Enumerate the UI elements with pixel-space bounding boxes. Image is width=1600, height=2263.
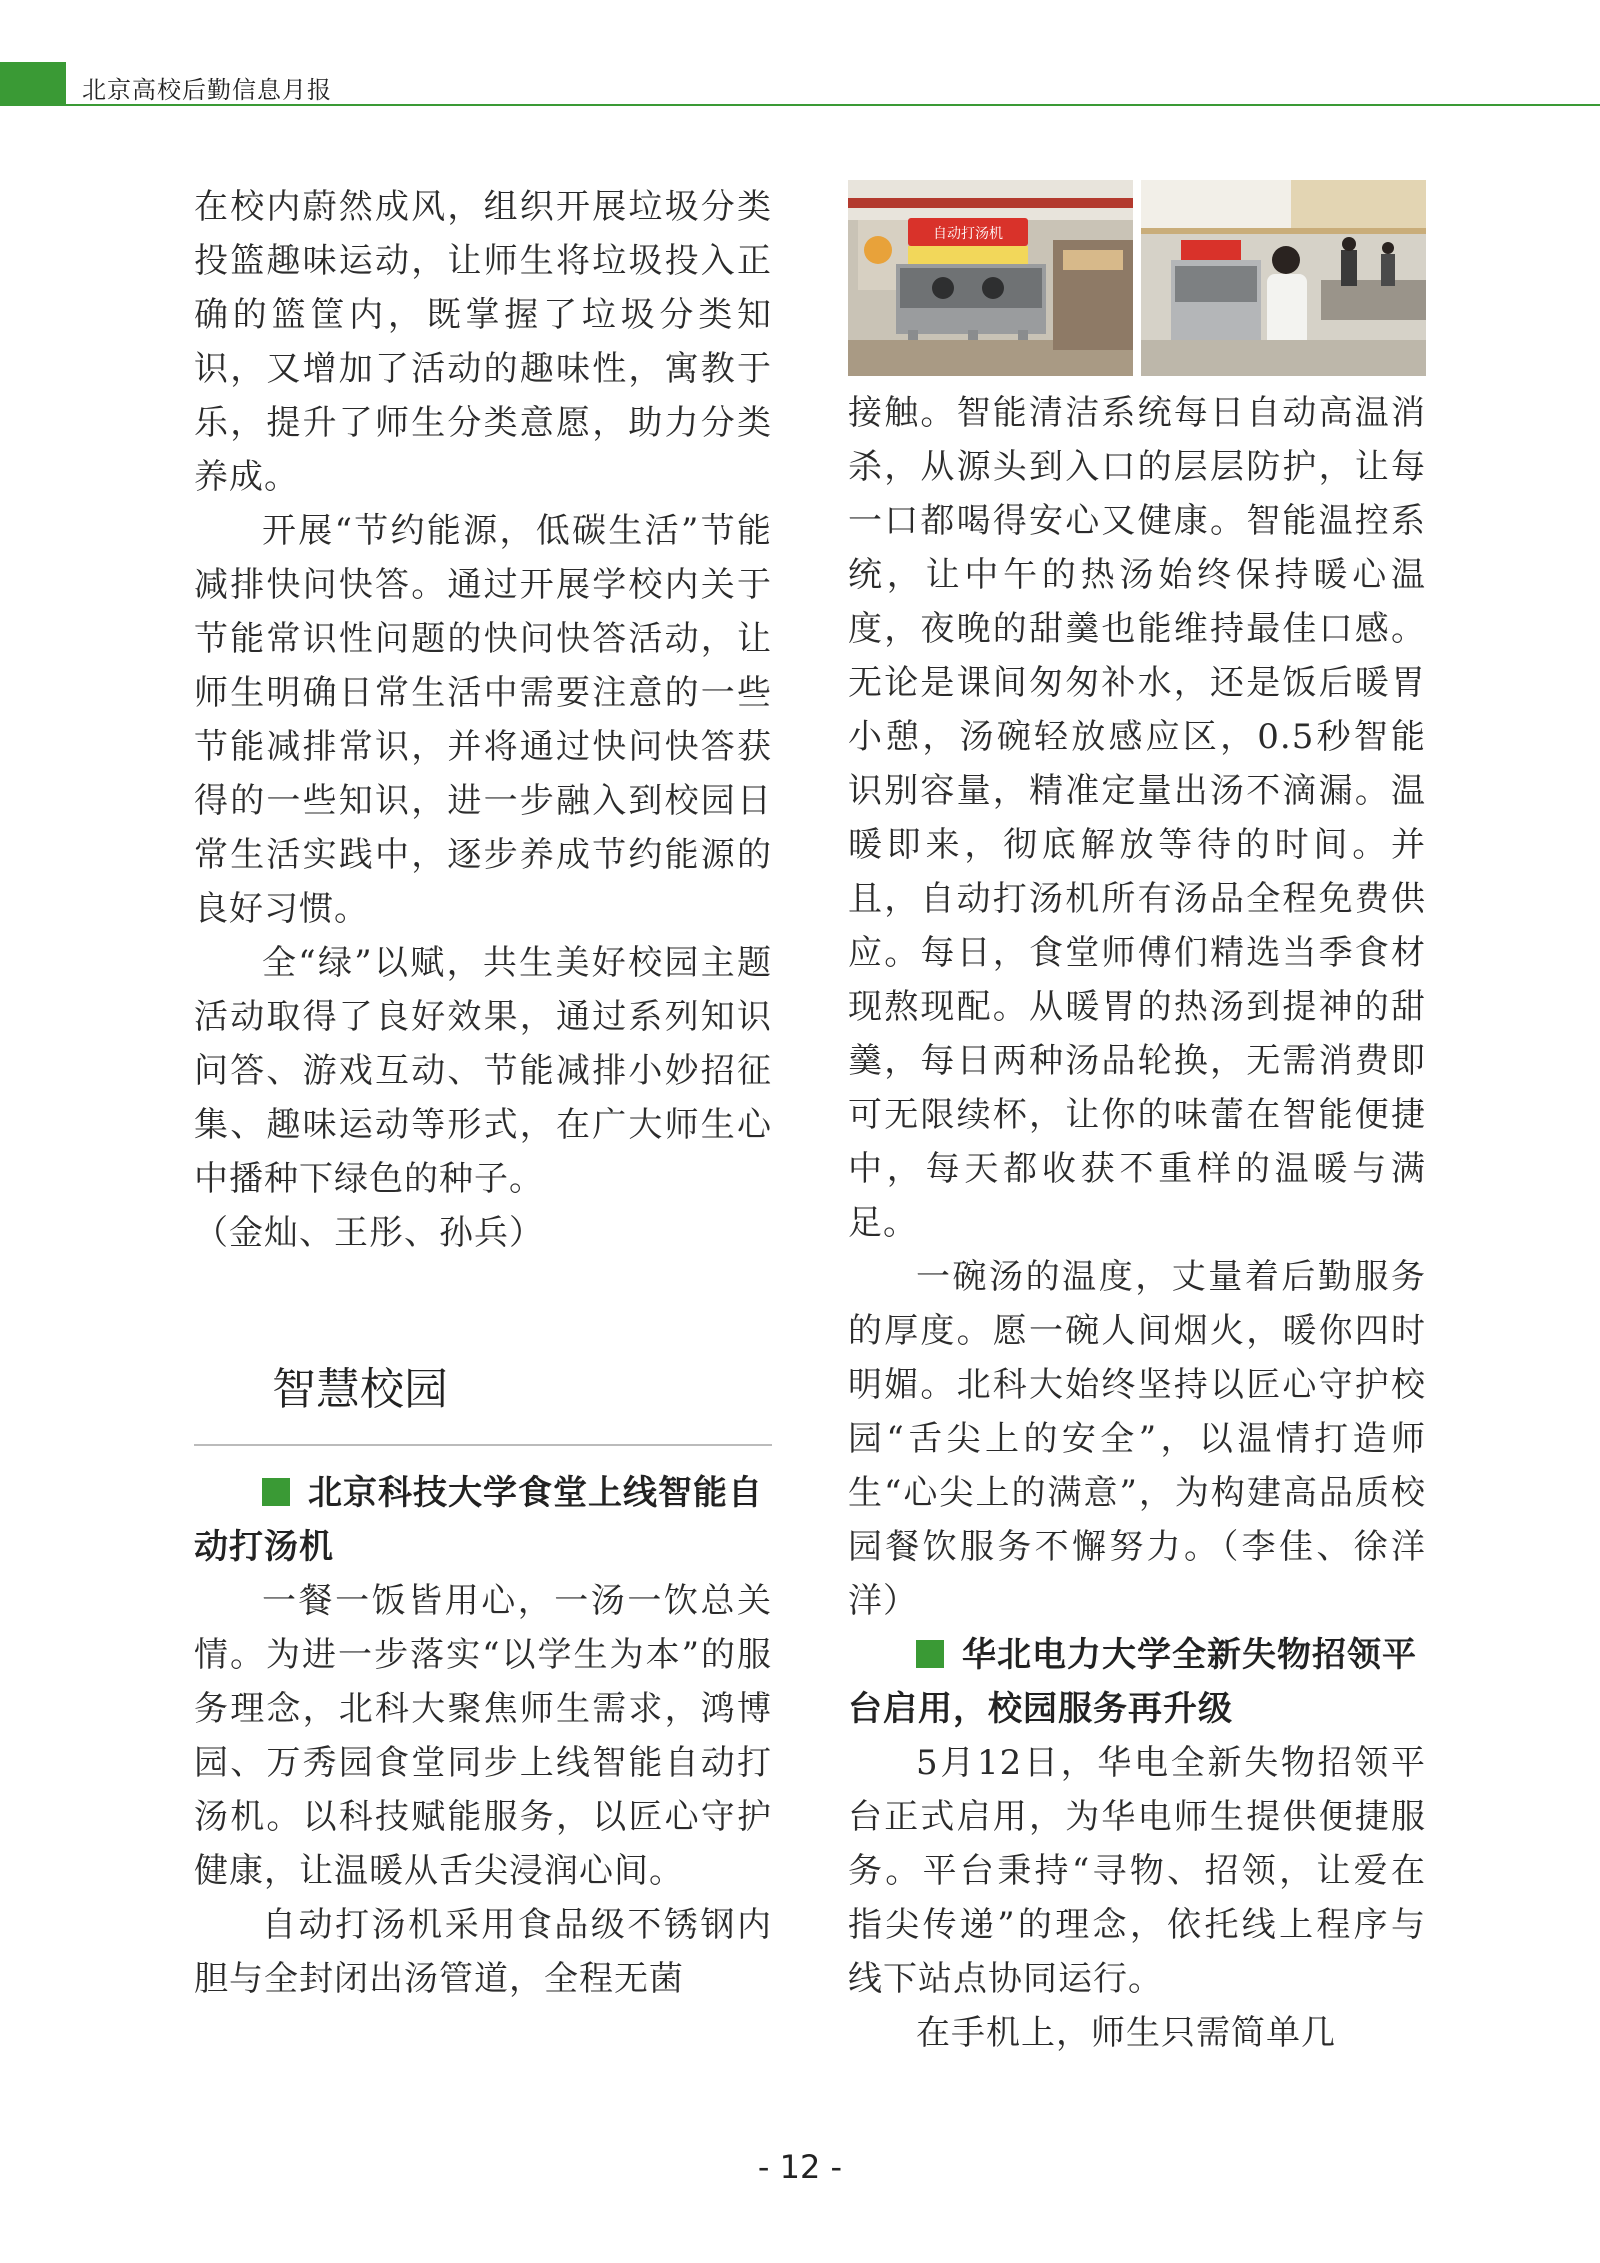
article-title	[194, 1466, 772, 1574]
paragraph: 开展“节约能源，低碳生活”节能减排快问快答。通过开展学校内关于节能常识性问题的快问快答活动，让师生明确日常生活中需要注意的一些节能减排常识，并将通过快问快答获得的一些知识，进一步融入到校园日常生活实践中，逐步养成节约能源的良好习惯。	[194, 511, 772, 929]
article-title-text: 华北电力大学全新失物招领平台启用，校园服务再升级	[848, 1635, 1417, 1729]
photo-canteen-staff	[1141, 180, 1426, 376]
paragraph: 一餐一饭皆用心，一汤一饮总关情。为进一步落实“以学生为本”的服务理念，北科大聚焦师生需求，鸿博园、万秀园食堂同步上线智能自动打汤机。以科技赋能服务，以匠心守护健康，让温暖从舌尖浸润心间。	[194, 1581, 772, 1891]
section-title: 智慧校园	[272, 1364, 448, 1415]
machine-sign-text: 自动打汤机	[933, 226, 1003, 242]
article-title	[848, 1628, 1426, 1736]
article-title-text: 北京科技大学食堂上线智能自动打汤机	[194, 1473, 763, 1567]
publication-title: 北京高校后勤信息月报	[82, 76, 332, 104]
page-header	[0, 62, 1600, 106]
green-square-icon	[262, 1478, 290, 1506]
paragraph: 接触。智能清洁系统每日自动高温消杀，从源头到入口的层层防护，让每一口都喝得安心又健康。智能温控系统，让中午的热汤始终保持暖心温度，夜晚的甜羹也能维持最佳口感。无论是课间匆匆补水，还是饭后暖胃小憩，汤碗轻放感应区，0.5秒智能识别容量，精准定量出汤不滴漏。温暖即来，彻底解放等待的时间。并且，自动打汤机所有汤品全程免费供应。每日，食堂师傅们精选当季食材现熬现配。从暖胃的热汤到提神的甜羹，每日两种汤品轮换，无需消费即可无限续杯，让你的味蕾在智能便捷中，每天都收获不重样的温暖与满足。	[848, 393, 1426, 1243]
paragraph: 在手机上，师生只需简单几	[916, 2013, 1336, 2053]
left-column	[194, 180, 772, 2006]
header-green-bar	[0, 62, 66, 106]
paragraph: 一碗汤的温度，丈量着后勤服务的厚度。愿一碗人间烟火，暖你四时明媚。北科大始终坚持以匠心守护校园“舌尖上的安全”，以温情打造师生“心尖上的满意”，为构建高品质校园餐饮服务不懈努力。（李佳、徐洋洋）	[848, 1257, 1426, 1621]
author-credit: （金灿、王彤、孙兵）	[194, 1213, 544, 1253]
green-square-icon	[916, 1640, 944, 1668]
right-column	[848, 180, 1426, 2060]
paragraph: 全“绿”以赋，共生美好校园主题活动取得了良好效果，通过系列知识问答、游戏互动、节能减排小妙招征集、趣味运动等形式，在广大师生心中播种下绿色的种子。	[194, 943, 772, 1199]
paragraph: 自动打汤机采用食品级不锈钢内胆与全封闭出汤管道，全程无菌	[194, 1905, 772, 1999]
paragraph: 在校内蔚然成风，组织开展垃圾分类投篮趣味运动，让师生将垃圾投入正确的篮筐内，既掌握了垃圾分类知识，又增加了活动的趣味性，寓教于乐，提升了师生分类意愿，助力分类养成。	[194, 187, 772, 497]
photo-row	[848, 180, 1426, 376]
photo-soup-machine	[848, 180, 1133, 376]
page-number: - 12 -	[757, 2148, 843, 2186]
paragraph: 5月12日，华电全新失物招领平台正式启用，为华电师生提供便捷服务。平台秉持“寻物、招领，让爱在指尖传递”的理念，依托线上程序与线下站点协同运行。	[848, 1743, 1426, 1999]
section-divider	[194, 1444, 772, 1446]
